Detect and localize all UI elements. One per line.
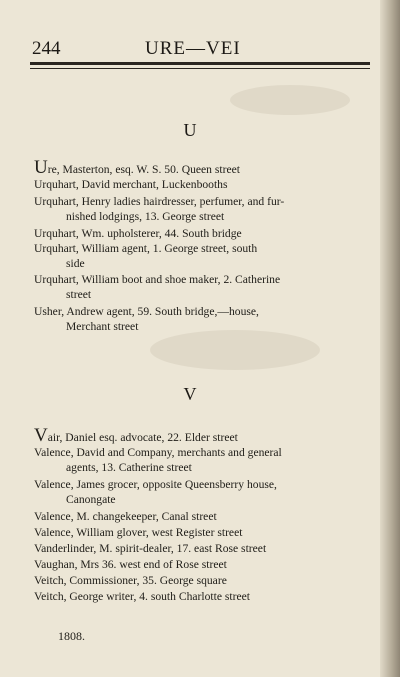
header-rule-thin [30, 68, 370, 69]
directory-entry: Vair, Daniel esq. advocate, 22. Elder street [34, 425, 238, 446]
directory-entry: Urquhart, William boot and shoe maker, 2. Catherine street [34, 273, 281, 301]
header-rule-thick [30, 62, 370, 65]
directory-entry: Usher, Andrew agent, 59. South bridge,—house, Merchant street [34, 305, 259, 333]
page-spine [380, 0, 400, 677]
directory-entry: Valence, William glover, west Register street [34, 526, 243, 539]
section-letter-v: V [183, 384, 197, 404]
drop-initial: V [34, 425, 48, 446]
drop-initial: U [34, 157, 48, 178]
directory-entry: Veitch, Commissioner, 35. George square [34, 574, 227, 587]
directory-entry: Valence, M. changekeeper, Canal street [34, 510, 217, 523]
directory-entry: Urquhart, William agent, 1. George street, south side [34, 242, 258, 270]
directory-entry: Urquhart, Henry ladies hairdresser, perfumer, and fur- nished lodgings, 13. George street [34, 195, 285, 223]
directory-entry: Veitch, George writer, 4. south Charlotte street [34, 590, 251, 603]
section-letter-u: U [183, 120, 197, 140]
stain [150, 330, 320, 370]
page-number: 244 [32, 38, 61, 59]
directory-entry: Urquhart, David merchant, Luckenbooths [34, 178, 228, 191]
directory-entry: Vanderlinder, M. spirit-dealer, 17. east Rose street [34, 542, 267, 555]
page-header [0, 38, 380, 58]
directory-entry: Valence, David and Company, merchants and general agents, 13. Catherine street [34, 446, 282, 474]
running-head: URE—VEI [145, 38, 241, 59]
directory-entry: Urquhart, Wm. upholsterer, 44. South bridge [34, 227, 242, 240]
directory-entry: Valence, James grocer, opposite Queensberry house, Canongate [34, 478, 277, 506]
directory-entry: Vaughan, Mrs 36. west end of Rose street [34, 558, 227, 571]
signature-year: 1808. [58, 629, 85, 643]
directory-entry: Ure, Masterton, esq. W. S. 50. Queen street [34, 157, 240, 178]
stain [230, 85, 350, 115]
